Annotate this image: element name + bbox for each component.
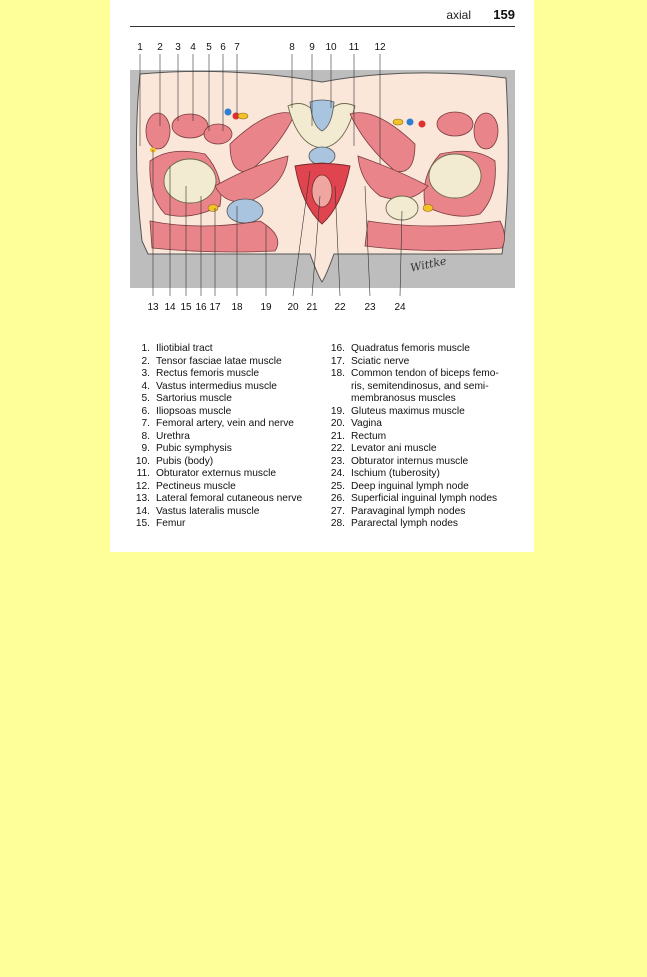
muscle-shape	[146, 113, 170, 149]
nerve-right	[393, 119, 403, 125]
legend-item	[327, 456, 517, 469]
legend-text: ris, semitendinosus, and semi-	[351, 380, 489, 392]
legend-number: 28.	[330, 518, 345, 529]
label-number: 19	[260, 302, 272, 313]
legend-number: 7.	[141, 418, 150, 429]
nerve-left	[238, 113, 248, 119]
label-number: 14	[164, 302, 176, 313]
legend-text: Superficial inguinal lymph nodes	[351, 493, 498, 504]
label-number: 2	[157, 42, 163, 53]
legend-left-column	[132, 343, 322, 531]
label-number: 12	[374, 42, 386, 53]
label-number: 15	[180, 302, 192, 313]
legend-item	[327, 431, 517, 444]
label-number: 16	[195, 302, 207, 313]
legend-item	[132, 356, 322, 369]
legend-text: Vastus intermedius muscle	[156, 380, 277, 392]
legend-text: Rectum	[351, 430, 387, 442]
legend-text: Pectineus muscle	[156, 480, 236, 492]
legend-item	[132, 506, 322, 519]
label-number: 5	[206, 42, 212, 53]
legend-text: Obturator externus muscle	[156, 468, 277, 479]
legend-number	[327, 381, 351, 394]
vein-right	[407, 119, 414, 126]
legend-text: Ischium (tuberosity)	[351, 468, 440, 479]
legend-number: 13.	[135, 493, 150, 504]
legend-text: Iliopsoas muscle	[156, 405, 232, 417]
anatomy-figure	[110, 36, 534, 326]
legend-number: 5.	[141, 393, 150, 404]
legend-number: 3.	[141, 368, 150, 379]
legend-item	[132, 418, 322, 431]
legend-text: Quadratus femoris muscle	[351, 343, 470, 354]
label-number: 23	[364, 302, 376, 313]
legend-number: 6.	[141, 405, 150, 417]
legend-number: 11.	[136, 468, 150, 479]
legend-text: Common tendon of biceps femo-	[351, 368, 499, 379]
label-number: 8	[289, 42, 295, 53]
legend-number: 4.	[141, 380, 150, 392]
label-number: 3	[175, 42, 181, 53]
legend-number: 16.	[330, 343, 345, 354]
legend-text: Iliotibial tract	[156, 343, 213, 354]
legend-item	[327, 368, 517, 381]
legend-number: 24.	[330, 468, 345, 479]
legend-number: 20.	[330, 418, 345, 429]
legend-item	[132, 368, 322, 381]
legend-text: Obturator internus muscle	[351, 455, 469, 467]
legend-item	[327, 493, 517, 506]
legend-text: Sartorius muscle	[156, 393, 232, 404]
legend-item	[327, 406, 517, 419]
legend-text: Femur	[156, 518, 186, 529]
legend-item	[327, 518, 517, 531]
illustrator-signature: Wittke	[409, 254, 448, 275]
book-page	[110, 0, 534, 552]
legend-item	[327, 443, 517, 456]
legend-number: 25.	[330, 480, 345, 492]
label-number: 22	[334, 302, 346, 313]
legend-number: 10.	[135, 455, 150, 467]
artery-right	[419, 121, 426, 128]
muscle-shape	[172, 114, 208, 138]
label-number: 1	[137, 42, 143, 53]
legend-text: Pararectal lymph nodes	[351, 518, 459, 529]
legend-item	[132, 406, 322, 419]
legend-item	[327, 356, 517, 369]
legend-number: 15.	[135, 518, 150, 529]
legend-number: 17.	[330, 355, 345, 367]
legend-item	[327, 393, 517, 406]
sciatic-nerve-left	[208, 205, 218, 212]
page-header	[130, 8, 515, 27]
legend-number: 27.	[330, 505, 345, 517]
legend-item	[132, 443, 322, 456]
legend-text: Paravaginal lymph nodes	[351, 505, 466, 517]
legend-text: Femoral artery, vein and nerve	[156, 418, 294, 429]
label-number: 11	[348, 42, 360, 53]
legend-text: Vagina	[351, 418, 382, 429]
rectum-shape	[312, 175, 332, 207]
muscle-shape	[437, 112, 473, 136]
legend-number: 12.	[135, 480, 150, 492]
sciatic-nerve-right	[423, 205, 433, 212]
legend-item	[132, 493, 322, 506]
legend-number: 2.	[141, 355, 150, 367]
legend-text: Pubis (body)	[156, 455, 214, 467]
legend-item	[327, 506, 517, 519]
legend-right-column	[327, 343, 517, 531]
femur-left	[164, 159, 216, 203]
label-number: 20	[287, 302, 299, 313]
legend-number: 26.	[330, 493, 345, 504]
legend-number: 23.	[330, 455, 345, 467]
legend-item	[327, 343, 517, 356]
legend-text: Pubic symphysis	[156, 443, 232, 454]
label-number: 10	[325, 42, 337, 53]
legend-item	[132, 456, 322, 469]
label-number: 6	[220, 42, 226, 53]
legend-item	[132, 481, 322, 494]
legend-text: Levator ani muscle	[351, 443, 437, 454]
legend-number: 9.	[141, 443, 150, 454]
legend-item	[132, 431, 322, 444]
legend-item	[132, 468, 322, 481]
legend-text: Tensor fasciae latae muscle	[156, 355, 282, 367]
label-number: 18	[231, 302, 243, 313]
fluid-shape	[227, 199, 263, 223]
legend-number	[327, 393, 351, 406]
legend-text: Urethra	[156, 430, 190, 442]
page-number: 159	[493, 7, 515, 22]
legend-number: 1.	[141, 343, 150, 354]
urethra-area	[309, 147, 335, 165]
legend-number: 19.	[330, 405, 345, 417]
label-number: 4	[190, 42, 196, 53]
legend-item	[327, 468, 517, 481]
legend-text: Vastus lateralis muscle	[156, 505, 260, 517]
legend-text: Sciatic nerve	[351, 355, 410, 367]
legend-number: 21.	[330, 430, 345, 442]
section-label: axial	[446, 8, 471, 22]
legend-item	[327, 381, 517, 394]
axial-pelvis-illustration	[110, 36, 534, 326]
legend-item	[327, 481, 517, 494]
legend-number: 14.	[135, 505, 150, 517]
label-number: 13	[147, 302, 159, 313]
legend-text: Deep inguinal lymph node	[351, 480, 469, 492]
legend-text: Rectus femoris muscle	[156, 368, 260, 379]
muscle-shape	[474, 113, 498, 149]
label-number: 21	[306, 302, 318, 313]
label-number: 17	[209, 302, 221, 313]
legend-text: Gluteus maximus muscle	[351, 405, 465, 417]
legend-item	[132, 518, 322, 531]
gluteus-left	[150, 221, 278, 252]
legend-text: membranosus muscles	[351, 393, 456, 404]
label-number: 24	[394, 302, 406, 313]
legend-number: 18.	[330, 368, 345, 379]
label-number: 7	[234, 42, 240, 53]
legend-item	[132, 393, 322, 406]
legend-number: 22.	[330, 443, 345, 454]
legend-item	[132, 343, 322, 356]
muscle-shape	[204, 124, 232, 144]
legend-item	[132, 381, 322, 394]
legend-number: 8.	[141, 430, 150, 442]
legend-text: Lateral femoral cutaneous nerve	[156, 493, 303, 504]
label-number: 9	[309, 42, 315, 53]
legend-item	[327, 418, 517, 431]
femur-right	[429, 154, 481, 198]
vein-left	[225, 109, 232, 116]
